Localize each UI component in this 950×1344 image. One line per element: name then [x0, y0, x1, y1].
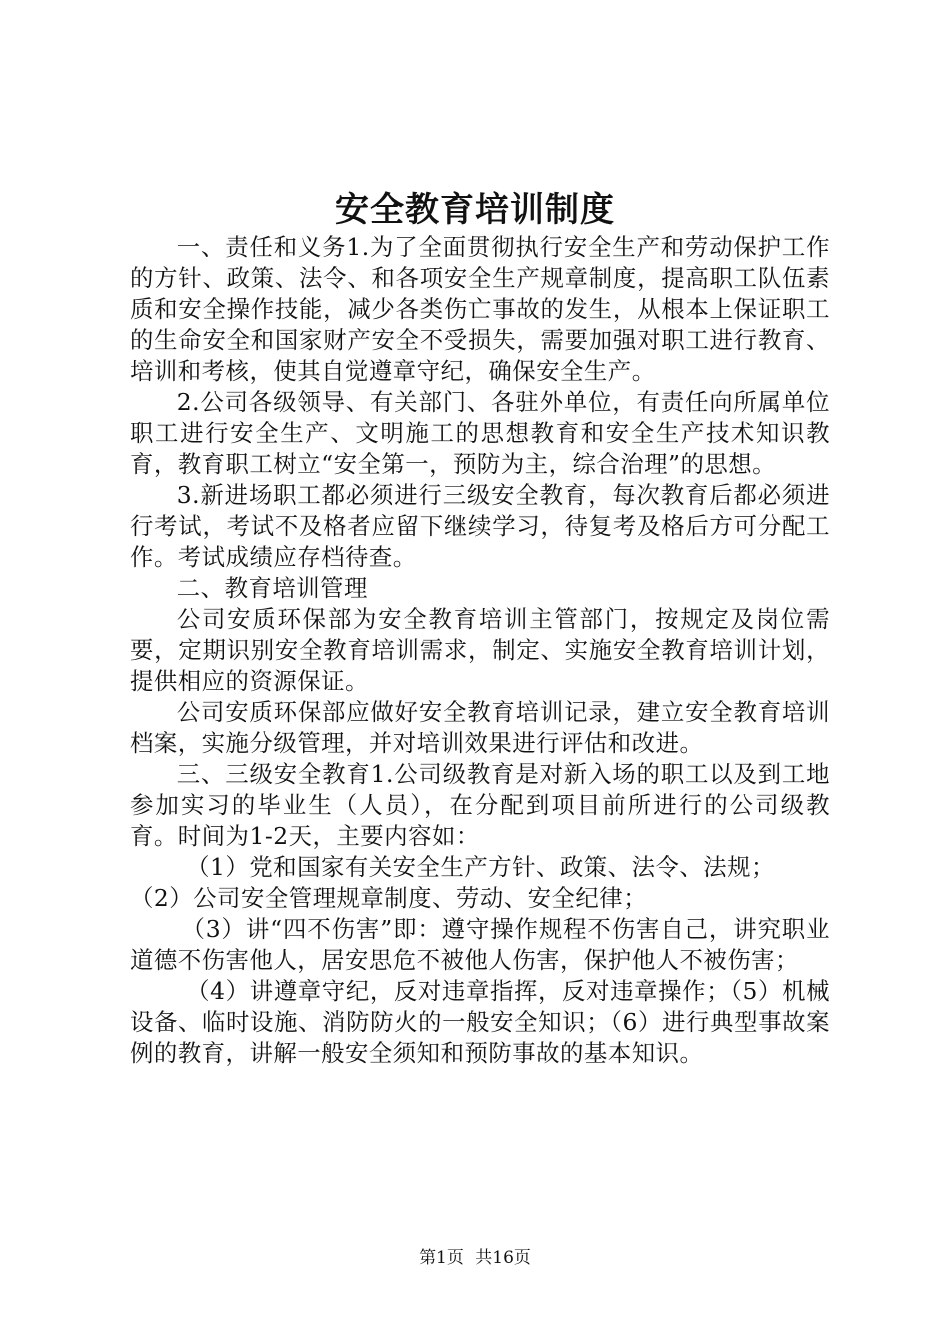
paragraph: 公司安质环保部为安全教育培训主管部门，按规定及岗位需要，定期识别安全教育培训需求，制定、实施安全教育培训计划，提供相应的资源保证。: [130, 605, 830, 695]
page-total: 共16页: [475, 1248, 531, 1268]
paragraph: 2.公司各级领导、有关部门、各驻外单位，有责任向所属单位职工进行安全生产、文明施工的思想教育和安全生产技术知识教育，教育职工树立“安全第一，预防为主，综合治理”的思想。: [130, 388, 830, 478]
list-item: （2）公司安全管理规章制度、劳动、安全纪律；: [130, 884, 648, 912]
paragraph: 公司安质环保部应做好安全教育培训记录，建立安全教育培训档案，实施分级管理，并对培训效果进行评估和改进。: [130, 698, 830, 757]
page-footer: [0, 1243, 950, 1268]
list-item: （1）党和国家有关安全生产方针、政策、法令、法规；: [186, 853, 775, 881]
document-body: [130, 232, 830, 1069]
list-item: （4）讲遵章守纪，反对违章指挥，反对违章操作；（5）机械设备、临时设施、消防防火的一般安全知识；（6）进行典型事故案例的教育，讲解一般安全须知和预防事故的基本知识。: [130, 977, 830, 1067]
paragraph: 一、责任和义务1.为了全面贯彻执行安全生产和劳动保护工作的方针、政策、法令、和各项安全生产规章制度，提高职工队伍素质和安全操作技能，减少各类伤亡事故的发生，从根本上保证职工的生命安全和国家财产安全不受损失，需要加强对职工进行教育、培训和考核，使其自觉遵章守纪，确保安全生产。: [130, 233, 830, 385]
section-heading: 二、教育培训管理: [176, 574, 368, 602]
paragraph: 3.新进场职工都必须进行三级安全教育，每次教育后都必须进行考试，考试不及格者应留下继续学习，待复考及格后方可分配工作。考试成绩应存档待查。: [130, 481, 830, 571]
page-number: 第1页: [419, 1248, 464, 1268]
document-title: 安全教育培训制度: [335, 190, 615, 230]
paragraph: 三、三级安全教育1.公司级教育是对新入场的职工以及到工地参加实习的毕业生（人员），在分配到项目前所进行的公司级教育。时间为1-2天，主要内容如：: [130, 760, 830, 850]
list-item: （3）讲“四不伤害”即：遵守操作规程不伤害自己，讲究职业道德不伤害他人，居安思危不被他人伤害，保护他人不被伤害；: [130, 915, 830, 974]
